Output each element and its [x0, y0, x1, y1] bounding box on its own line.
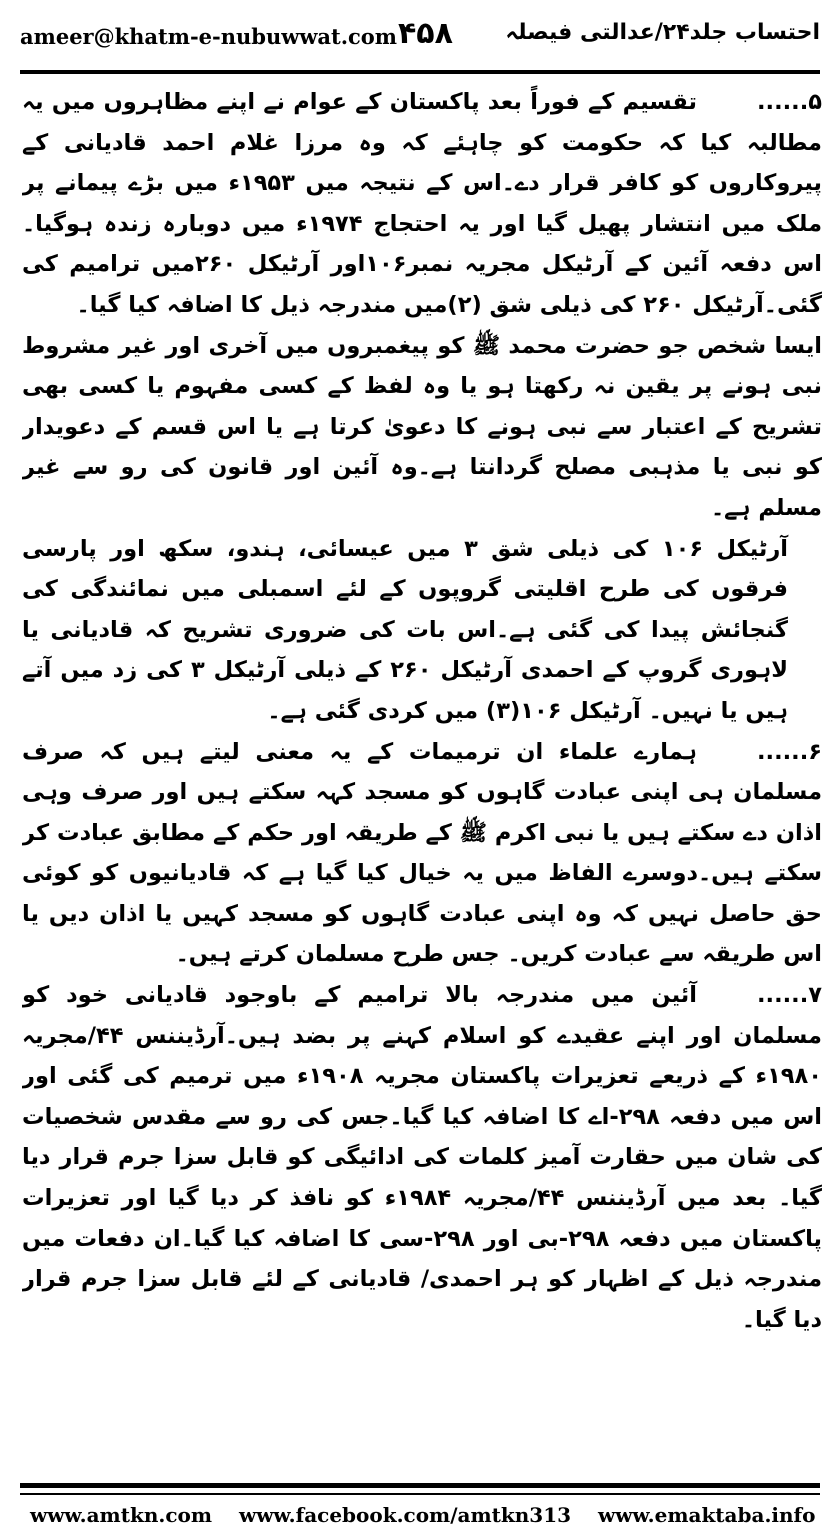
footer-link-facebook[interactable]: www.facebook.com/amtkn313 — [238, 1503, 572, 1527]
paragraph-number: ۷...... — [756, 982, 822, 1009]
page-header — [20, 14, 820, 66]
running-title: احتساب جلد۲۴/عدالتی فیصلہ — [505, 20, 820, 45]
paragraph-text: تقسیم کے فوراً بعد پاکستان کے عوام نے اپنے مظاہروں میں یہ مطالبہ کیا کہ حکومت کو چاہئے کہ وہ مرزا غلام احمد قادیانی کے پیروکاروں کو کافر قرار دے۔اس کے نتیجہ میں ۱۹۵۳ء میں بڑے پیمانے پر ملک میں انتشار پھیل گیا اور یہ احتجاج ۱۹۷۴ء میں دوبارہ زندہ ہوگیا۔اس دفعہ آئین کے آرٹیکل مجریہ نمبر۱۰۶اور آرٹیکل ۲۶۰میں ترامیم کی گئی۔آرٹیکل ۲۶۰ کی ذیلی شق (۲)میں مندرجہ ذیل کا اضافہ کیا گیا۔ — [22, 89, 822, 318]
paragraph-article-106 — [22, 529, 822, 732]
page-footer — [20, 1503, 820, 1533]
paragraph-text: آرٹیکل ۱۰۶ کی ذیلی شق ۳ میں عیسائی، ہندو، سکھ اور پارسی فرقوں کی طرح اقلیتی گروپوں کے لئے اسمبلی میں نمائندگی کی گنجائش پیدا کی گئی ہے۔اس بات کی ضروری تشریح کہ قادیانی یا لاہوری گروپ کے احمدی آرٹیکل ۲۶۰ کے ذیلی آرٹیکل ۳ کی زد میں آتے ہیں یا نہیں۔ آرٹیکل ۱۰۶(۳) میں کردی گئی ہے۔ — [22, 535, 788, 724]
page-number: ۴۵۸ — [398, 16, 453, 51]
page-body — [22, 82, 822, 1430]
footer-link-emaktaba[interactable]: www.emaktaba.info — [598, 1503, 816, 1527]
footer-link-site[interactable]: www.amtkn.com — [30, 1503, 213, 1527]
quoted-amendment — [22, 326, 822, 529]
header-email: ameer@khatm-e-nubuwwat.com — [20, 24, 398, 49]
footer-rule-thin — [20, 1493, 820, 1495]
paragraph-number: ۶...... — [756, 738, 822, 765]
paragraph-5 — [22, 82, 822, 326]
paragraph-7 — [22, 975, 822, 1340]
paragraph-text: ہمارے علماء ان ترمیمات کے یہ معنی لیتے ہیں کہ صرف مسلمان ہی اپنی عبادت گاہوں کو مسجد کہہ سکتے ہیں اور صرف وہی اذان دے سکتے ہیں یا نبی اکرم ﷺ کے طریقہ اور حکم کے مطابق عبادت کر سکتے ہیں۔دوسرے الفاظ میں یہ خیال کیا گیا ہے کہ قادیانیوں کو کوئی حق حاصل نہیں کہ وہ اپنی عبادت گاہوں کو مسجد کہیں یا اذان دیں یا اس طریقہ سے عبادت کریں۔ جس طرح مسلمان کرتے ہیں۔ — [22, 738, 822, 968]
paragraph-text: آئین میں مندرجہ بالا ترامیم کے باوجود قادیانی خود کو مسلمان اور اپنے عقیدے کو اسلام کہنے پر بضد ہیں۔آرڈیننس ۴۴/مجریہ ۱۹۸۰ء کے ذریعے تعزیرات پاکستان مجریہ ۱۹۰۸ء میں ترمیم کی گئی اور اس میں دفعہ ۲۹۸-اے کا اضافہ کیا گیا۔جس کی رو سے مقدس شخصیات کی شان میں حقارت آمیز کلمات کی ادائیگی کو قابل سزا جرم قرار دیا گیا۔ بعد میں آرڈیننس ۴۴/مجریہ ۱۹۸۴ء کو نافذ کر دیا گیا اور تعزیرات پاکستان میں دفعہ ۲۹۸-بی اور ۲۹۸-سی کا اضافہ کیا گیا۔ان دفعات میں مندرجہ ذیل کے اظہار کو ہر احمدی/ قادیانی کے لئے قابل سزا جرم قرار دیا گیا۔ — [22, 982, 822, 1333]
paragraph-text: ایسا شخص جو حضرت محمد ﷺ کو پیغمبروں میں آخری اور غیر مشروط نبی ہونے پر یقین نہ رکھتا ہو یا وہ لفظ کے کسی مفہوم یا کسی بھی تشریح کے اعتبار سے نبی ہونے کا دعویٰ کرتا ہے یا اس قسم کے دعویدار کو نبی یا مذہبی مصلح گردانتا ہے۔وہ آئین اور قانون کی رو سے غیر مسلم ہے۔ — [22, 332, 822, 521]
footer-rule-thick — [20, 1483, 820, 1488]
header-rule — [20, 70, 820, 74]
paragraph-6 — [22, 732, 822, 976]
paragraph-number: ۵...... — [756, 89, 822, 115]
